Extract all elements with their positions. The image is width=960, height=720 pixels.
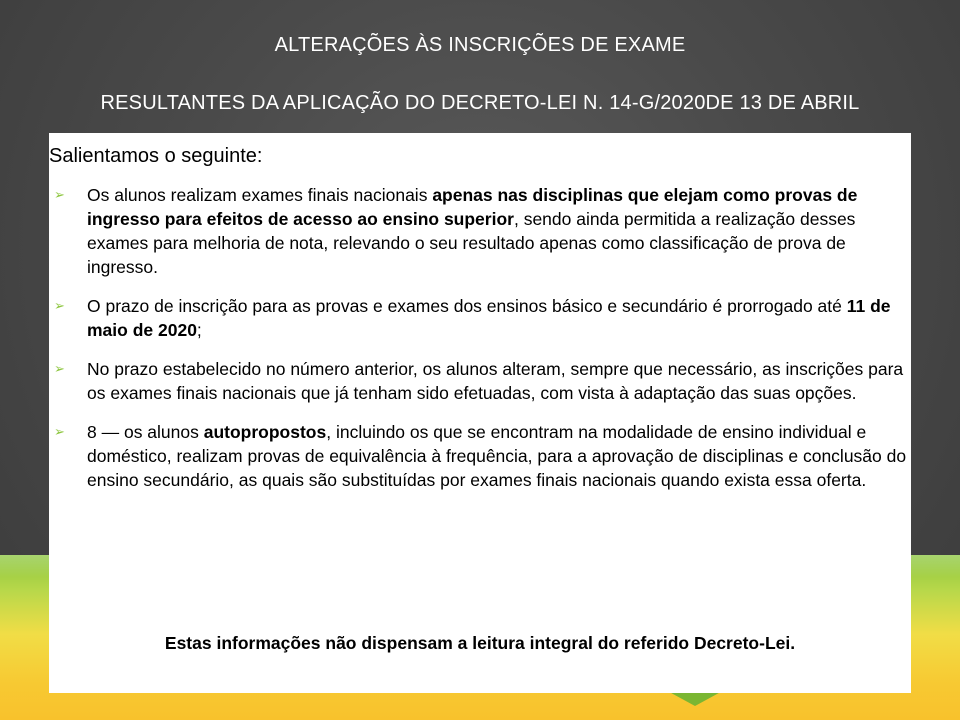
bullet-3-text: No prazo estabelecido no número anterior, os alunos alteram, sempre que necessário, as inscrições para os exames finais nacionais que já tenham sido efetuadas, com vista à adaptação das suas opções. xyxy=(87,359,904,403)
bullet-4-text-end: , incluindo os que se encontram na modalidade de ensino individual e doméstico, realizam provas de equivalência à frequência, para a aprovação de disciplinas e conclusão do ensino secundário, as quais são substituídas por exames finais nacionais quando exista essa oferta. xyxy=(87,422,907,490)
bullet-1-text-end: , sendo ainda permitida a realização desses exames para melhoria de nota, relevando o seu resultado apenas como classificação de prova de ingresso. xyxy=(87,209,856,277)
intro-text: Salientamos o seguinte: xyxy=(49,145,263,167)
bullet-item-2 xyxy=(49,294,911,342)
bullet-item-4 xyxy=(49,420,911,492)
bullet-item-3 xyxy=(49,357,911,405)
bullet-2-bold: 11 de maio de 2020 xyxy=(87,296,891,340)
bullet-4-text: 8 — os alunos xyxy=(87,422,204,442)
slide-title-line-2: RESULTANTES DA APLICAÇÃO DO DECRETO-LEI N. 14-G/2020DE 13 DE ABRIL xyxy=(100,92,860,114)
slide-title-line-1: ALTERAÇÕES ÀS INSCRIÇÕES DE EXAME xyxy=(274,34,686,56)
bullet-list xyxy=(49,183,911,507)
bullet-1-bold: apenas nas disciplinas que elejam como provas de ingresso para efeitos de acesso ao ensino superior xyxy=(87,185,858,229)
arrow-bullet-icon: ➢ xyxy=(54,187,65,202)
bullet-item-1 xyxy=(49,183,911,279)
bullet-2-text-end: ; xyxy=(196,320,202,340)
bullet-2-text: O prazo de inscrição para as provas e exames dos ensinos básico e secundário é prorrogado até xyxy=(87,296,847,316)
bullet-4-bold: autopropostos xyxy=(203,422,327,442)
disclaimer-note: Estas informações não dispensam a leitura integral do referido Decreto-Lei. xyxy=(164,633,796,653)
arrow-bullet-icon: ➢ xyxy=(54,424,65,439)
bullet-1-text: Os alunos realizam exames finais nacionais xyxy=(87,185,433,205)
arrow-bullet-icon: ➢ xyxy=(54,361,65,376)
content-box xyxy=(49,133,911,693)
arrow-bullet-icon: ➢ xyxy=(54,298,65,313)
